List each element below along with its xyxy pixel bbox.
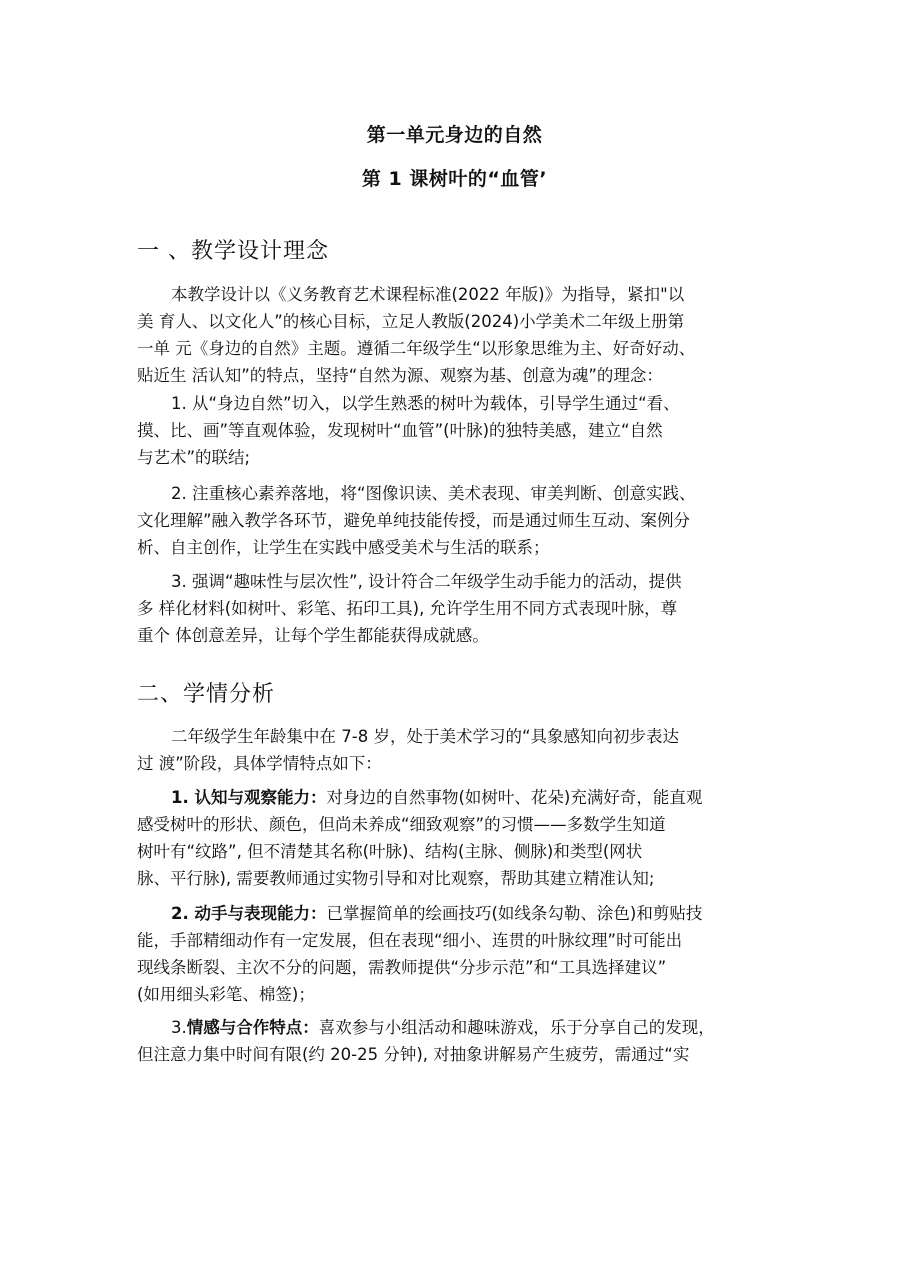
text-line: 能，手部精细动作有一定发展，但在表现“细小、连贯的叶脉纹理”时可能出	[137, 931, 683, 950]
learner-item-cognition	[137, 784, 787, 892]
item-label: 1. 认知与观察能力：	[171, 788, 327, 807]
unit-title: 第一单元身边的自然	[366, 124, 543, 146]
text-line: 美 育人、以文化人”的核心目标，立足人教版(2024)小学美术二年级上册第	[137, 312, 685, 331]
item-label: 情感与合作特点：	[186, 1018, 319, 1037]
text-line: 贴近生 活认知”的特点，坚持“自然为源、观察为基、创意为魂”的理念：	[137, 366, 663, 385]
text-line: 3. 强调“趣味性与层次性”, 设计符合二年级学生动手能力的活动，提供	[171, 572, 682, 591]
text-line: 摸、比、画”等直观体验，发现树叶“血管”(叶脉)的独特美感，建立“自然	[137, 421, 663, 440]
design-concept-point-2	[137, 480, 787, 561]
text-line: 现线条断裂、主次不分的问题，需教师提供“分步示范”和“工具选择建议”	[137, 958, 667, 977]
learner-analysis-intro	[137, 723, 787, 777]
learner-item-hands-on	[137, 900, 787, 1008]
text-line: 与艺术”的联结;	[137, 448, 251, 467]
item-text: 对身边的自然事物(如树叶、花朵)充满好奇，能直观	[326, 788, 703, 807]
section-heading-design-concept: 一 、教学设计理念	[137, 239, 329, 264]
item-text: 已掌握简单的绘画技巧(如线条勾勒、涂色)和剪贴技	[326, 904, 703, 923]
text-line: 多 样化材料(如树叶、彩笔、拓印工具), 允许学生用不同方式表现叶脉，尊	[137, 599, 678, 618]
item-text: 喜欢参与小组活动和趣味游戏，乐于分享自己的发现，	[318, 1018, 715, 1037]
text-line: 树叶有“纹路”, 但不清楚其名称(叶脉)、结构(主脉、侧脉)和类型(网状	[137, 842, 643, 861]
text-line: (如用细头彩笔、棉签)；	[137, 985, 315, 1004]
item-number: 3.	[171, 1018, 187, 1037]
text-line: 但注意力集中时间有限(约 20-25 分钟), 对抽象讲解易产生疲劳，需通过“实	[137, 1045, 690, 1064]
text-line: 感受树叶的形状、颜色，但尚未养成“细致观察”的习惯——多数学生知道	[137, 815, 666, 834]
text-line: 二年级学生年龄集中在 7-8 岁，处于美术学习的“具象感知向初步表达	[171, 727, 679, 746]
item-label: 2. 动手与表现能力：	[171, 904, 327, 923]
text-line	[137, 784, 787, 811]
text-line: 2. 注重核心素养落地，将“图像识读、美术表现、审美判断、创意实践、	[171, 484, 696, 503]
text-line: 重个 体创意差异，让每个学生都能获得成就感。	[137, 626, 489, 645]
design-concept-point-1	[137, 390, 787, 471]
learner-item-emotion	[137, 1014, 787, 1068]
text-line	[137, 900, 787, 927]
text-line: 析、自主创作，让学生在实践中感受美术与生活的联系；	[137, 538, 550, 557]
design-concept-intro	[137, 281, 787, 389]
design-concept-point-3	[137, 568, 787, 649]
section-heading-learner-analysis: 二、学情分析	[137, 682, 276, 707]
lesson-title: 第 1 课树叶的“血管’	[361, 168, 548, 190]
text-line: 脉、平行脉), 需要教师通过实物引导和对比观察，帮助其建立精准认知;	[137, 869, 655, 888]
text-line: 文化理解”融入教学各环节，避免单纯技能传授，而是通过师生互动、案例分	[137, 511, 691, 530]
text-line: 一单 元《身边的自然》主题。遵循二年级学生“以形象思维为主、好奇好动、	[137, 339, 696, 358]
text-line: 1. 从“身边自然”切入，以学生熟悉的树叶为载体，引导学生通过“看、	[171, 394, 680, 413]
text-line	[137, 1014, 787, 1041]
text-line: 本教学设计以《义务教育艺术课程标准(2022 年版)》为指导，紧扣"以	[171, 285, 685, 304]
text-line: 过 渡”阶段，具体学情特点如下：	[137, 754, 382, 773]
